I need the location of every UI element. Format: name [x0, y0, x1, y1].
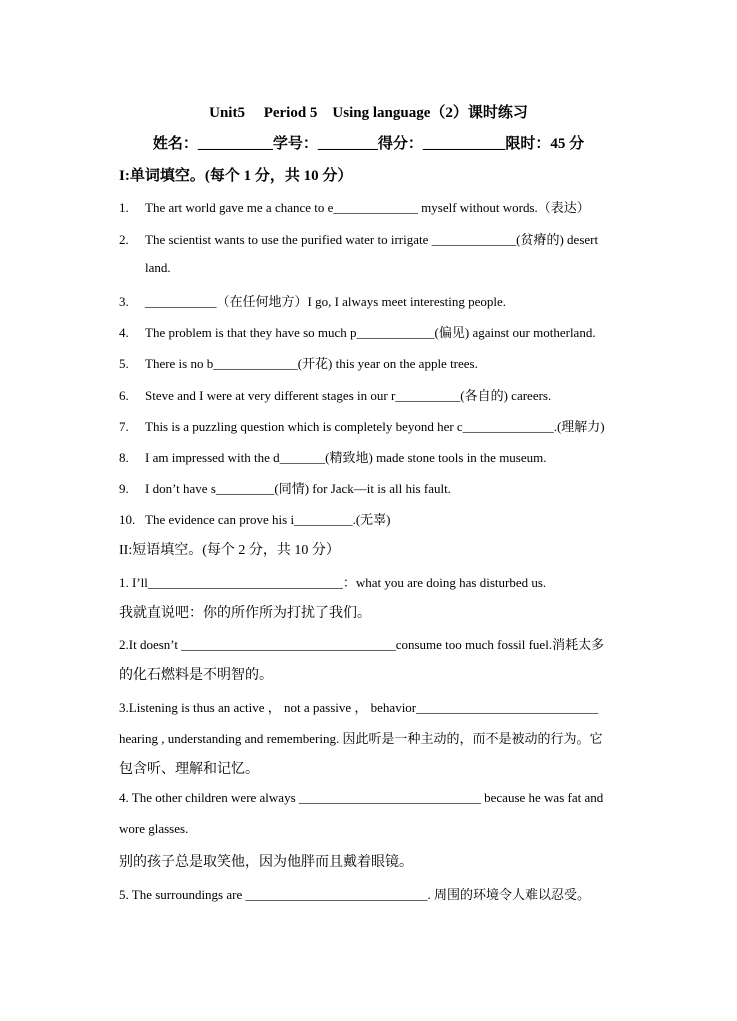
worksheet-title: Unit5 Period 5 Using language（2）课时练习: [209, 105, 528, 121]
phrase-question: 4. The other children were always ____________________________ because he was fat and: [119, 790, 604, 805]
phrase-translation: 我就直说吧：你的所作所为打扰了我们。: [119, 606, 371, 621]
question-continuation: land.: [145, 260, 171, 275]
question-item: 9. I don’t have s_________(同情) for Jack—it is all his fault.: [119, 481, 451, 496]
question-item: 3. ___________（在任何地方）I go, I always meet interesting people.: [119, 294, 507, 309]
question-item: 5. There is no b_____________(开花) this year on the apple trees.: [119, 356, 478, 371]
phrase-translation: 的化石燃料是不明智的。: [119, 668, 273, 683]
phrase-question-continued: wore glasses.: [119, 821, 189, 836]
question-item: 2. The scientist wants to use the purified water to irrigate _____________(贫瘠的) desert: [119, 232, 599, 247]
question-item: 10. The evidence can prove his i_________.(无辜): [119, 512, 391, 527]
phrase-question: 2.It doesn’t _________________________________consume too much fossil fuel.消耗太多: [119, 637, 605, 652]
phrase-question: 5. The surroundings are ____________________________. 周围的环境令人难以忍受。: [119, 887, 590, 902]
student-info-line: 姓名：__________学号：________得分：___________限时：45 分: [152, 136, 585, 152]
phrase-question-continued: hearing , understanding and remembering. 因此听是一种主动的，而不是被动的行为。它: [119, 731, 603, 746]
phrase-question: 1. I’ll______________________________：what you are doing has disturbed us.: [119, 575, 547, 590]
section1-heading: I:单词填空。(每个 1 分，共 10 分）: [119, 168, 353, 184]
question-item: 4. The problem is that they have so much p____________(偏见) against our motherland.: [119, 325, 596, 340]
question-item: 6. Steve and I were at very different stages in our r__________(各自的) careers.: [119, 388, 552, 403]
phrase-question: 3.Listening is thus an active ， not a passive ， behavior____________________________: [119, 700, 599, 715]
section2-heading: II:短语填空。(每个 2 分，共 10 分）: [119, 543, 340, 558]
question-item: 1. The art world gave me a chance to e_____________ myself without words.（表达）: [119, 200, 590, 215]
question-item: 8. I am impressed with the d_______(精致地) made stone tools in the museum.: [119, 450, 547, 465]
phrase-translation: 别的孩子总是取笑他，因为他胖而且戴着眼镜。: [119, 855, 413, 870]
phrase-translation: 包含听、理解和记忆。: [119, 762, 259, 777]
question-item: 7. This is a puzzling question which is completely beyond her c______________.(理解力): [119, 419, 605, 434]
